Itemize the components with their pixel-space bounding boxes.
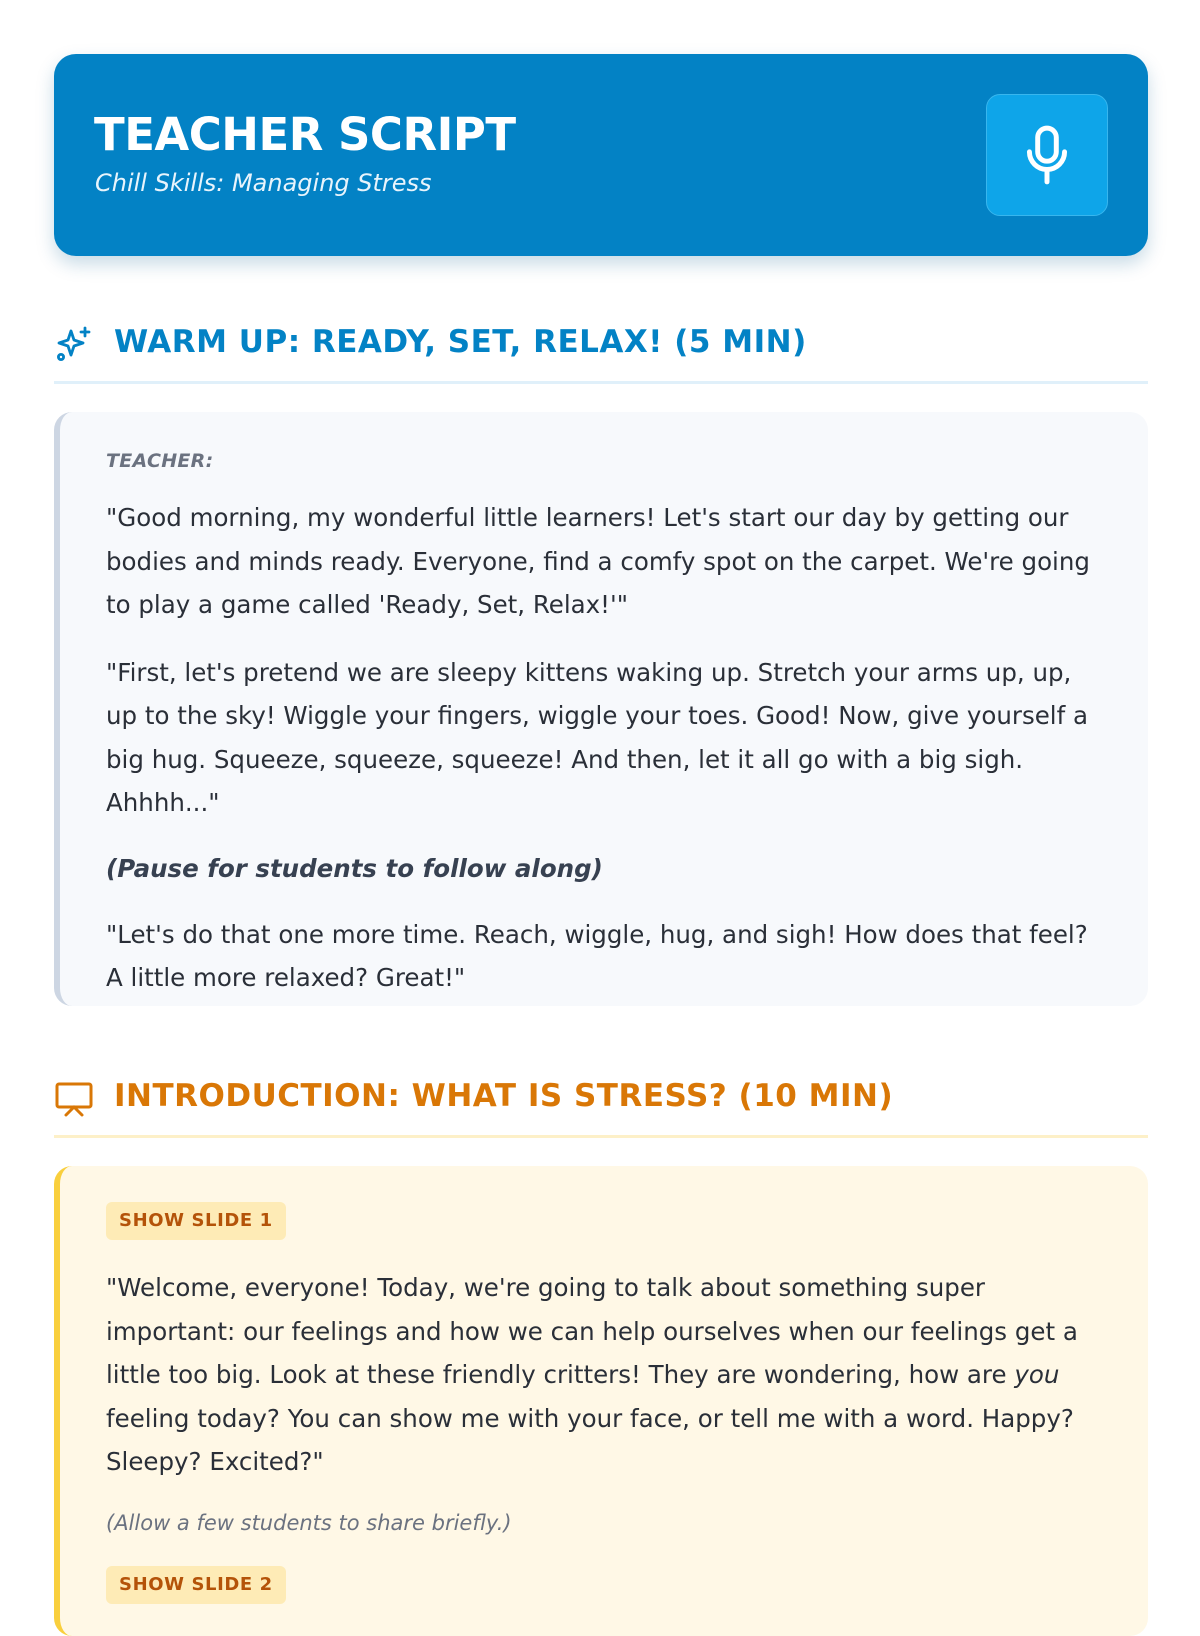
script-text: "Welcome, everyone! Today, we're going to talk about something super important: our feelings and how we can help ourselves when our feelings get a little too big. Look at these friendly critters! They are wondering, how are bbox=[106, 1273, 1078, 1389]
introduction-script-card bbox=[54, 1166, 1148, 1636]
sparkles-icon bbox=[54, 324, 94, 364]
script-paragraph: "Good morning, my wonderful little learners! Let's start our day by getting our bodies and minds ready. Everyone, find a comfy spot on the carpet. We're going to play a game called 'Ready, Set, Relax!'" bbox=[106, 503, 1090, 619]
script-paragraph: "First, let's pretend we are sleepy kittens waking up. Stretch your arms up, up, up to the sky! Wiggle your fingers, wiggle your toes. Good! Now, give yourself a big hug. Squeeze, squeeze, squeeze! And then, let it all go with a big sigh. Ahhhh..." bbox=[106, 657, 1089, 817]
microphone-icon bbox=[1022, 124, 1072, 186]
script-header bbox=[54, 54, 1148, 256]
emphasized-text: you bbox=[1014, 1360, 1060, 1389]
slide-badge: SHOW SLIDE 1 bbox=[106, 1202, 286, 1240]
script-paragraph bbox=[106, 1266, 1104, 1484]
script-text: feeling today? You can show me with your face, or tell me with a word. Happy? Sleepy? Excited?" bbox=[106, 1403, 1074, 1476]
introduction-section-title: INTRODUCTION: WHAT IS STRESS? (10 MIN) bbox=[114, 1078, 894, 1114]
microphone-button[interactable] bbox=[986, 94, 1108, 216]
speaker-label: TEACHER: bbox=[106, 450, 214, 472]
teacher-note: (Allow a few students to share briefly.) bbox=[106, 1510, 512, 1535]
page-subtitle: Chill Skills: Managing Stress bbox=[95, 169, 432, 197]
script-paragraph: "Let's do that one more time. Reach, wiggle, hug, and sigh! How does that feel? A little more relaxed? Great!" bbox=[106, 919, 1088, 992]
slide-badge: SHOW SLIDE 2 bbox=[106, 1566, 286, 1604]
teacher-script-page bbox=[54, 54, 1148, 1636]
warm-up-script-card bbox=[54, 412, 1148, 1006]
page-title: TEACHER SCRIPT bbox=[94, 108, 516, 161]
warm-up-section-heading bbox=[54, 304, 1148, 384]
introduction-section-heading bbox=[54, 1058, 1148, 1138]
stage-direction: (Pause for students to follow along) bbox=[106, 853, 603, 883]
warm-up-section-title: WARM UP: READY, SET, RELAX! (5 MIN) bbox=[114, 324, 807, 360]
presentation-icon bbox=[54, 1078, 94, 1118]
